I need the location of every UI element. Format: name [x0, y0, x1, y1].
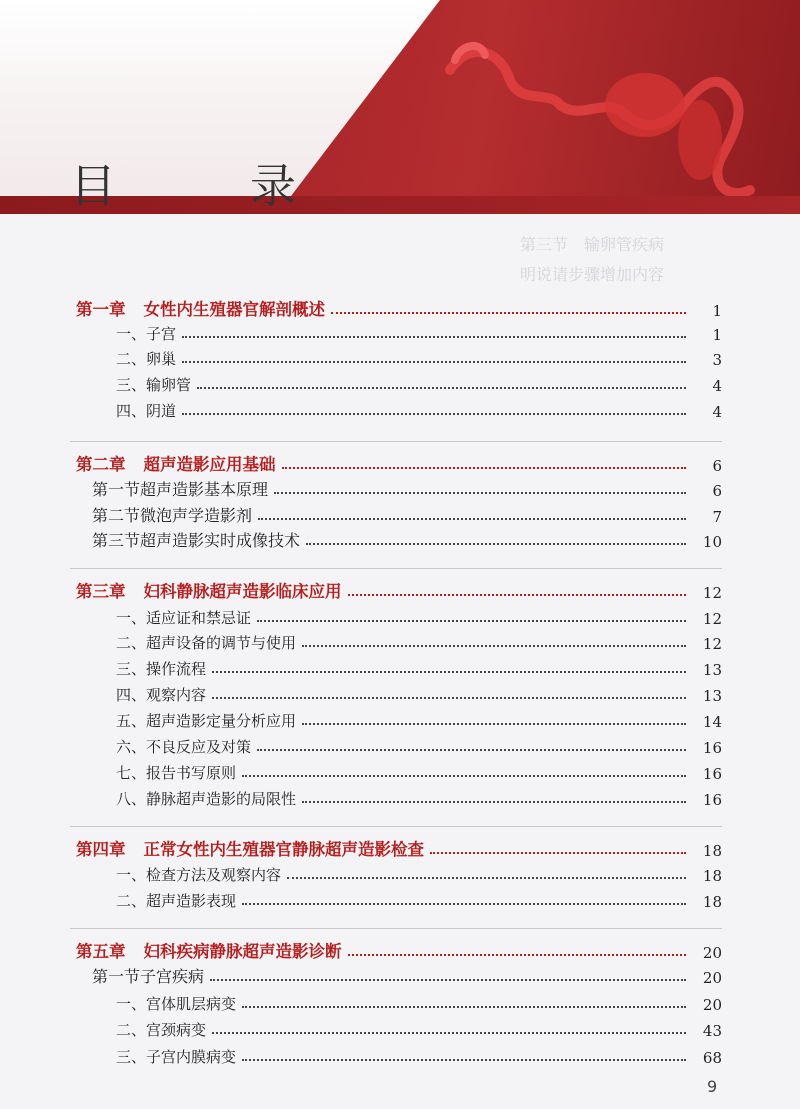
toc-entry-title: 二、超声设备的调节与使用 — [116, 634, 297, 652]
leader-dots — [274, 492, 686, 494]
toc-entry-title: 微泡声学造影剂 — [140, 506, 253, 525]
toc-entry-title: 正常女性内生殖器官静脉超声造影检查 — [143, 840, 424, 859]
leader-dots — [182, 361, 686, 363]
toc-entry-title: 一、子宫 — [116, 325, 177, 343]
toc-entry-page: 12 — [702, 584, 722, 602]
toc-entry-section — [92, 502, 722, 526]
toc-entry-label — [116, 400, 176, 421]
toc-entry-title: 超声造影基本原理 — [140, 480, 269, 499]
toc-entry-sub — [116, 759, 722, 783]
toc-entry-label — [116, 632, 296, 653]
toc-entry-title: 二、超声造影表现 — [116, 892, 237, 910]
toc-entry-label — [76, 296, 325, 320]
toc-entry-page: 18 — [702, 842, 722, 860]
toc-entry-title: 三、操作流程 — [116, 660, 207, 678]
toc-entry-sub — [116, 1043, 722, 1067]
toc-entry-chapter — [76, 836, 722, 860]
toc-entry-sub — [116, 629, 722, 653]
toc-entry-label — [92, 528, 300, 551]
leader-dots — [348, 954, 687, 956]
toc-entry-label — [116, 1046, 236, 1067]
toc-entry-label — [116, 710, 296, 731]
leader-dots — [348, 594, 687, 596]
toc-entry-page: 20 — [702, 944, 722, 962]
toc-entry-title: 超声造影实时成像技术 — [140, 531, 301, 550]
toc-entry-sub — [116, 371, 722, 395]
toc-entry-sub — [116, 397, 722, 421]
toc-entry-page: 4 — [712, 377, 722, 395]
leader-dots — [302, 645, 686, 647]
bleed-through-text: 第三节 输卵管疾病 — [520, 235, 665, 254]
bleed-through-text: 明说请步骤增加内容 — [520, 265, 665, 284]
toc-entry-title: 女性内生殖器官解剖概述 — [143, 300, 325, 319]
toc-entry-label — [116, 607, 251, 628]
leader-dots — [212, 697, 686, 699]
leader-dots — [210, 979, 686, 981]
toc-entry-title: 超声造影应用基础 — [143, 455, 276, 474]
toc-entry-label — [92, 964, 204, 987]
page-number: 9 — [707, 1077, 718, 1096]
toc-entry-chapter — [76, 451, 722, 475]
toc-entry-sub — [116, 990, 722, 1014]
toc-entry-page: 13 — [702, 661, 722, 679]
leader-dots — [257, 749, 686, 751]
toc-entry-section — [92, 963, 722, 987]
toc-entry-sub — [116, 707, 722, 731]
toc-entry-title: 子宫疾病 — [140, 967, 205, 986]
leader-dots — [430, 852, 686, 854]
chapter-divider — [70, 826, 722, 827]
toc-entry-label — [76, 938, 342, 962]
toc-entry-sub — [116, 655, 722, 679]
toc-entry-number: 第一节 — [92, 967, 141, 986]
toc-entry-page: 7 — [712, 508, 722, 526]
leader-dots — [331, 312, 686, 314]
toc-entry-title: 三、子宫内膜病变 — [116, 1048, 237, 1066]
leader-dots — [182, 413, 686, 415]
toc-entry-chapter — [76, 296, 722, 320]
toc-entry-label — [92, 477, 268, 500]
toc-entry-title: 六、不良反应及对策 — [116, 738, 252, 756]
leader-dots — [282, 467, 687, 469]
toc-entry-label — [116, 348, 176, 369]
toc-entry-title: 一、检查方法及观察内容 — [116, 866, 282, 884]
toc-entry-page: 12 — [702, 610, 722, 628]
toc-entry-number: 第二章 — [76, 455, 126, 474]
toc-entry-label — [92, 503, 252, 526]
toc-entry-title: 八、静脉超声造影的局限性 — [116, 790, 297, 808]
chapter-divider — [70, 928, 722, 929]
toc-entry-title: 四、阴道 — [116, 402, 177, 420]
toc-entry-page: 16 — [702, 791, 722, 809]
toc-entry-sub — [116, 1016, 722, 1040]
toc-entry-page: 4 — [712, 403, 722, 421]
leader-dots — [242, 1006, 686, 1008]
toc-entry-title: 一、适应证和禁忌证 — [116, 609, 252, 627]
toc-entry-label — [116, 788, 296, 809]
toc-entry-section — [92, 527, 722, 551]
toc-entry-number: 第三章 — [76, 582, 126, 601]
leader-dots — [302, 801, 686, 803]
toc-entry-sub — [116, 887, 722, 911]
toc-entry-label — [76, 836, 424, 860]
toc-entry-page: 6 — [712, 457, 722, 475]
toc-entry-page: 18 — [702, 893, 722, 911]
leader-dots — [212, 671, 686, 673]
toc-entry-label — [76, 451, 276, 475]
toc-entry-sub — [116, 785, 722, 809]
toc-entry-page: 10 — [702, 533, 722, 551]
toc-entry-page: 1 — [712, 302, 722, 320]
toc-entry-section — [92, 476, 722, 500]
toc-entry-label — [116, 658, 206, 679]
toc-entry-number: 第五章 — [76, 942, 126, 961]
leader-dots — [258, 518, 686, 520]
toc-entry-label — [116, 864, 281, 885]
toc-entry-title: 二、宫颈病变 — [116, 1021, 207, 1039]
toc-entry-page: 20 — [702, 996, 722, 1014]
toc-entry-label — [116, 762, 236, 783]
toc-entry-label — [116, 736, 251, 757]
toc-entry-number: 第一章 — [76, 300, 126, 319]
toc-entry-number: 第三节 — [92, 531, 141, 550]
toc-entry-chapter — [76, 938, 722, 962]
leader-dots — [197, 387, 686, 389]
toc-entry-title: 妇科疾病静脉超声造影诊断 — [143, 942, 342, 961]
toc-entry-label — [116, 323, 176, 344]
toc-entry-page: 20 — [702, 969, 722, 987]
toc-entry-label — [116, 1019, 206, 1040]
toc-entry-sub — [116, 681, 722, 705]
toc-entry-label — [116, 890, 236, 911]
toc-entry-title: 三、输卵管 — [116, 376, 192, 394]
toc-entry-title: 四、观察内容 — [116, 686, 207, 704]
toc-entry-page: 13 — [702, 687, 722, 705]
leader-dots — [302, 723, 686, 725]
toc-entry-sub — [116, 345, 722, 369]
toc-entry-number: 第四章 — [76, 840, 126, 859]
toc-entry-title: 一、宫体肌层病变 — [116, 995, 237, 1013]
toc-entry-page: 18 — [702, 867, 722, 885]
toc-entry-page: 14 — [702, 713, 722, 731]
toc-entry-sub — [116, 733, 722, 757]
chapter-divider — [70, 568, 722, 569]
leader-dots — [242, 775, 686, 777]
toc-entry-title: 二、卵巢 — [116, 350, 177, 368]
toc-entry-label — [116, 993, 236, 1014]
toc-entry-page: 1 — [712, 326, 722, 344]
toc-entry-page: 43 — [702, 1022, 722, 1040]
leader-dots — [257, 620, 686, 622]
page-title: 目 录 — [70, 159, 340, 213]
toc-entry-page: 16 — [702, 765, 722, 783]
toc-entry-title: 妇科静脉超声造影临床应用 — [143, 582, 342, 601]
toc-entry-page: 16 — [702, 739, 722, 757]
toc-entry-number: 第二节 — [92, 506, 141, 525]
toc-entry-page: 12 — [702, 635, 722, 653]
toc-entry-number: 第一节 — [92, 480, 141, 499]
leader-dots — [287, 877, 686, 879]
chapter-divider — [70, 441, 722, 442]
toc-entry-label — [116, 374, 191, 395]
toc-entry-chapter — [76, 578, 722, 602]
leader-dots — [242, 903, 686, 905]
leader-dots — [212, 1032, 686, 1034]
toc-entry-title: 五、超声造影定量分析应用 — [116, 712, 297, 730]
toc-entry-page: 68 — [702, 1049, 722, 1067]
toc-entry-sub — [116, 861, 722, 885]
leader-dots — [182, 336, 686, 338]
toc-entry-label — [76, 578, 342, 602]
toc-entry-sub — [116, 320, 722, 344]
toc-entry-label — [116, 684, 206, 705]
toc-entry-page: 3 — [712, 351, 722, 369]
leader-dots — [242, 1059, 686, 1061]
toc-entry-page: 6 — [712, 482, 722, 500]
toc-entry-title: 七、报告书写原则 — [116, 764, 237, 782]
toc-entry-sub — [116, 604, 722, 628]
leader-dots — [306, 543, 686, 545]
